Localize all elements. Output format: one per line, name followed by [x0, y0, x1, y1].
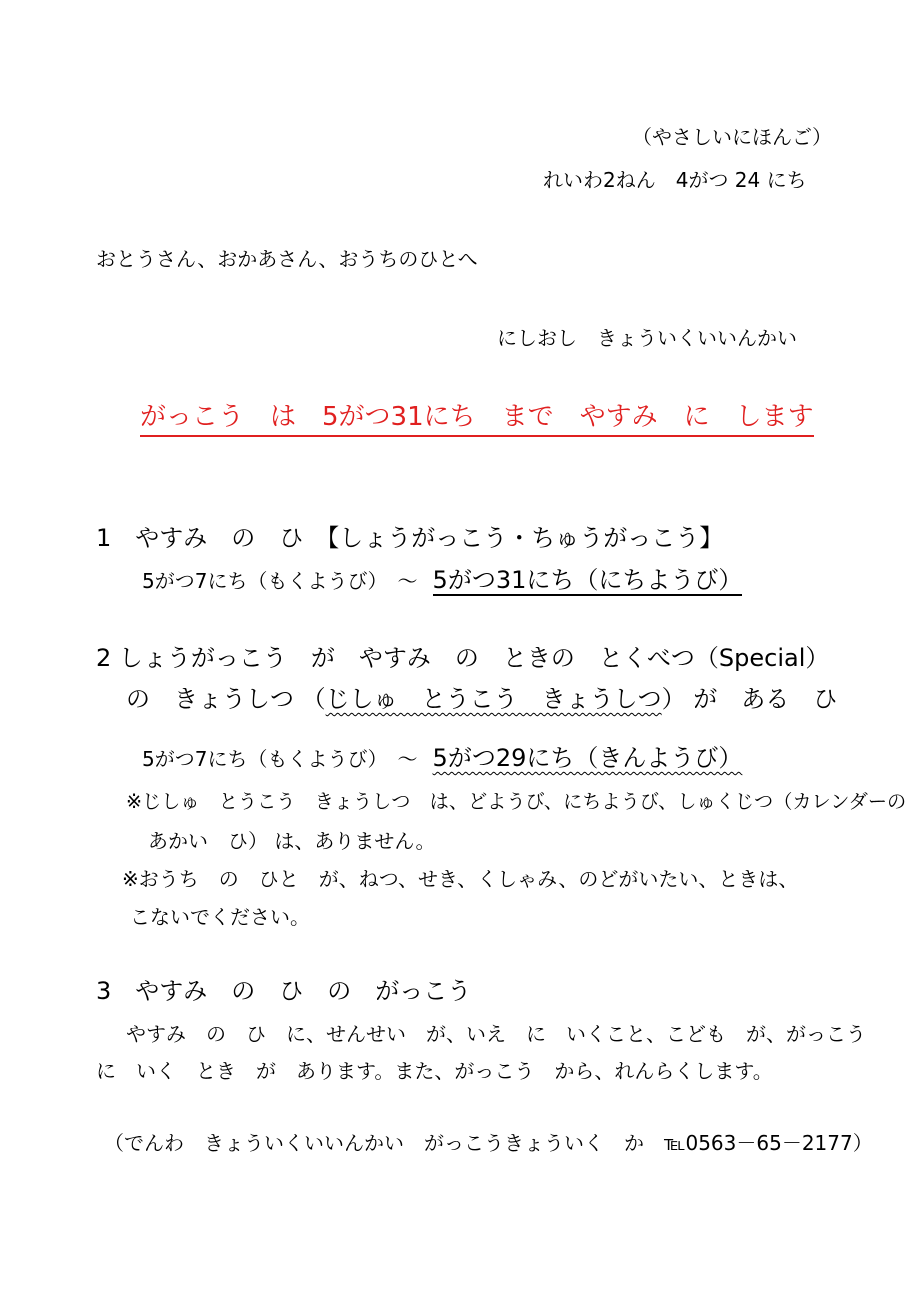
section1-period-end: 5がつ31にち（にちようび）	[432, 566, 743, 594]
section2-heading-suffix: ） が ある ひ	[661, 685, 838, 713]
headline-text: がっこう は 5がつ31にち まで やすみ に します	[140, 402, 814, 432]
section3-heading: 3 やすみ の ひ の がっこう	[96, 977, 472, 1005]
section1-period-start: 5がつ7にち（もくようび） ～	[142, 569, 418, 593]
section3-body-line2: に いく とき が あります。また、がっこう から、れんらくします。	[96, 1059, 773, 1083]
section2-period-start: 5がつ7にち（もくようび） ～	[142, 747, 418, 771]
headline	[140, 396, 814, 437]
greeting: おとうさん、おかあさん、おうちのひとへ	[96, 247, 478, 271]
section2-period-end: 5がつ29にち（きんようび）	[432, 744, 743, 772]
section2-note2-line2: こないでください。	[130, 905, 310, 929]
section2-heading-underlined: じしゅ とうこう きょうしつ	[325, 685, 662, 713]
section3-body-line1: やすみ の ひ に、せんせい が、いえ に いくこと、こども が、がっこう	[126, 1022, 866, 1046]
contact-info: （でんわ きょういくいいんかい がっこうきょういく か ℡0563－65－2177）	[104, 1131, 873, 1155]
section2-note2-line1: ※おうち の ひと が、ねつ、せき、くしゃみ、のどがいたい、ときは、	[122, 867, 799, 891]
section2-heading-prefix: の きょうしつ （	[126, 685, 326, 713]
section2-note1-line2: あかい ひ） は、ありません。	[148, 829, 436, 853]
section2-heading-line1: 2 しょうがっこう が やすみ の ときの とくべつ（Special）	[96, 644, 830, 672]
sender: にしおし きょういくいいんかい	[497, 326, 797, 350]
section1-period	[142, 560, 742, 595]
document-subtitle: （やさしいにほんご）	[632, 125, 832, 149]
section2-note1-line1: ※じしゅ とうこう きょうしつ は、どようび、にちようび、しゅくじつ（カレンダーの	[126, 790, 907, 813]
section2-heading-line2	[126, 679, 837, 714]
section1-heading: 1 やすみ の ひ 【しょうがっこう・ちゅうがっこう】	[96, 524, 724, 552]
section2-period	[142, 738, 742, 773]
document-date: れいわ2ねん 4がつ 24 にち	[543, 168, 807, 192]
